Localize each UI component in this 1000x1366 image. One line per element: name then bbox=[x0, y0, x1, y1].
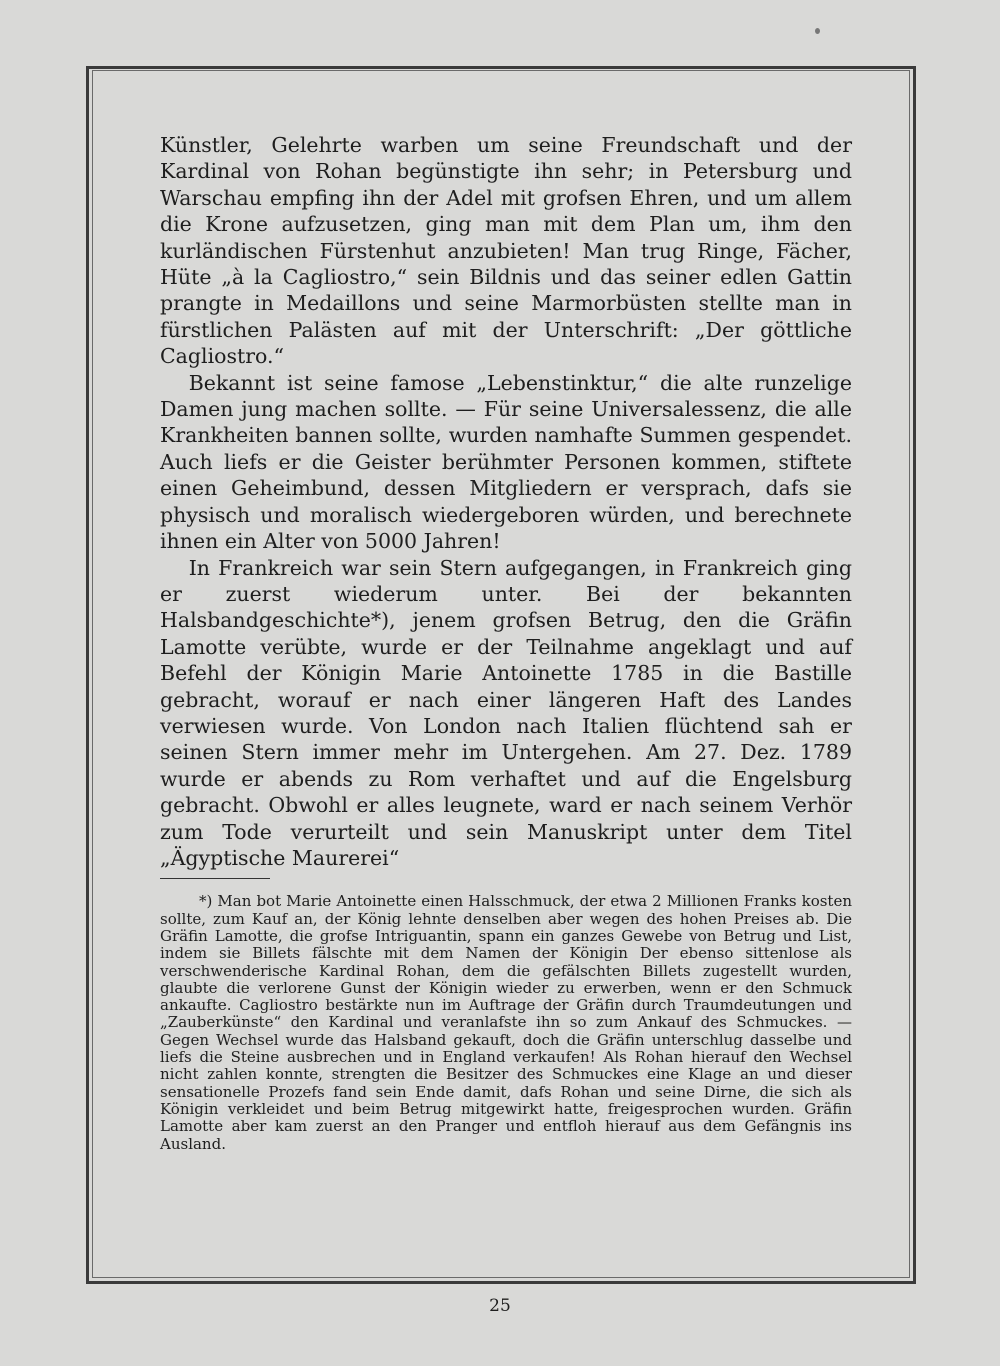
footnote: *) Man bot Marie Antoinette einen Halsschmuck, der etwa 2 Millionen Franks kosten sollte, zum Kauf an, der König lehnte denselben aber wegen des hohen Preises ab. Die Gräfin Lamotte, die grofse Intriguantin, spann ein ganzes Gewebe von Betrug und List, indem sie Billets fälschte mit dem Namen der Königin Der ebenso sittenlose als verschwenderische Kardinal Rohan, dem die gefälschten Billets zugestellt wurden, glaubte die verlorene Gunst der Königin wieder zu erwerben, wenn er den Schmuck ankaufte. Cagliostro bestärkte nun im Auftrage der Gräfin durch Traumdeutungen und „Zauberkünste“ den Kardinal und veranlafste ihn so zum Ankauf des Schmuckes. — Gegen Wechsel wurde das Halsband gekauft, doch die Gräfin unterschlug dasselbe und liefs die Steine ausbrechen und in England verkaufen! Als Rohan hierauf den Wechsel nicht zahlen konnte, strengten die Besitzer des Schmuckes eine Klage an und dieser sensationelle Prozefs fand sein Ende damit, dafs Rohan und seine Dirne, die sich als Königin verkleidet und beim Betrug mitgewirkt hatte, freigesprochen wurden. Gräfin Lamotte aber kam zuerst an den Pranger und entfloh hierauf aus dem Gefängnis ins Ausland. bbox=[160, 892, 852, 1153]
main-text bbox=[160, 132, 852, 871]
print-speck bbox=[815, 28, 820, 34]
paragraph-2: Bekannt ist seine famose „Lebenstinktur,“ die alte runzelige Damen jung machen sollte. — Für seine Universalessenz, die alle Krankheiten bannen sollte, wurden namhafte Summen gespendet. Auch liefs er die Geister berühmter Personen kommen, stiftete einen Geheimbund, dessen Mitgliedern er versprach, dafs sie physisch und moralisch wiedergeboren würden, und berechnete ihnen ein Alter von 5000 Jahren! bbox=[160, 370, 852, 554]
page-content bbox=[160, 132, 852, 1153]
paragraph-3: In Frankreich war sein Stern aufgegangen, in Frankreich ging er zuerst wiederum unter. Bei der bekannten Halsbandgeschichte*), jenem grofsen Betrug, den die Gräfin Lamotte verübte, wurde er der Teilnahme angeklagt und auf Befehl der Königin Marie Antoinette 1785 in die Bastille gebracht, worauf er nach einer längeren Haft des Landes verwiesen wurde. Von London nach Italien flüchtend sah er seinen Stern immer mehr im Untergehen. Am 27. Dez. 1789 wurde er abends zu Rom verhaftet und auf die Engelsburg gebracht. Obwohl er alles leugnete, ward er nach seinem Verhör zum Tode verurteilt und sein Manuskript unter dem Titel „Ägyptische Maurerei“ bbox=[160, 555, 852, 870]
paragraph-1: Künstler, Gelehrte warben um seine Freundschaft und der Kardinal von Rohan begünstigte ihn sehr; in Petersburg und Warschau empfing ihn der Adel mit grofsen Ehren, und um allem die Krone aufzusetzen, ging man mit dem Plan um, ihm den kurländischen Fürstenhut anzubieten! Man trug Ringe, Fächer, Hüte „à la Cagliostro,“ sein Bildnis und das seiner edlen Gattin prangte in Medaillons und seine Marmorbüsten stellte man in fürstlichen Palästen auf mit der Unterschrift: „Der göttliche Cagliostro.“ bbox=[160, 133, 852, 369]
page-number: 25 bbox=[489, 1296, 511, 1316]
footnote-separator bbox=[160, 878, 270, 879]
